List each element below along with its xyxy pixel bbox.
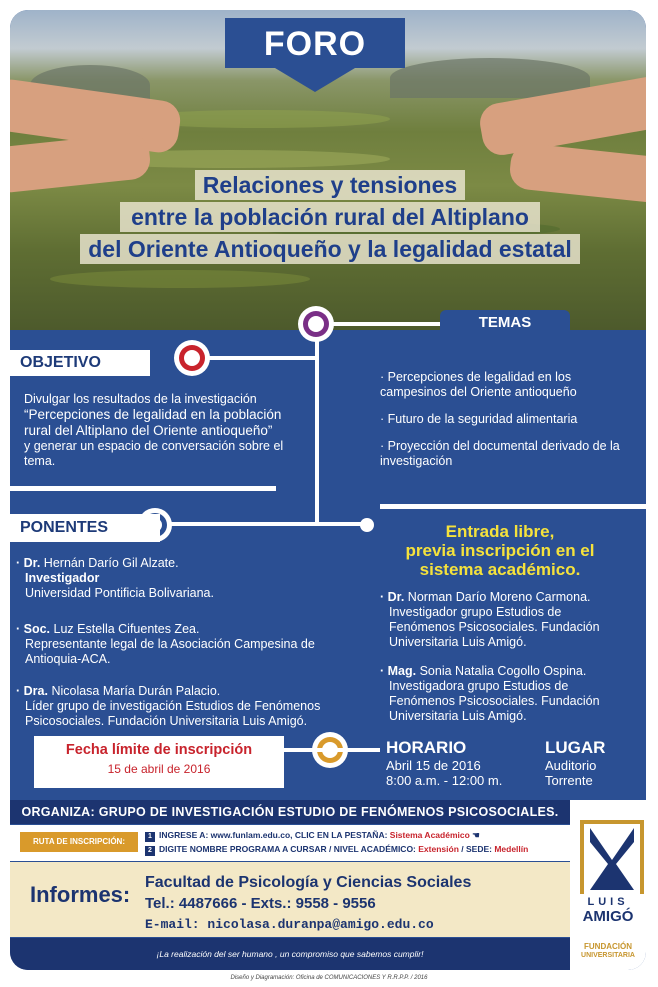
ponente-name: Sonia Natalia Cogollo Ospina. (419, 664, 587, 678)
ponente-4 (380, 590, 630, 650)
foro-heading: FORO (225, 18, 405, 68)
ponente-1 (16, 556, 346, 601)
ponente-name: Hernán Darío Gil Alzate. (43, 556, 179, 570)
objetivo-line1: Divulgar los resultados de la investigación (24, 392, 257, 406)
divider (380, 504, 646, 509)
ponente-title: · Dr. (16, 556, 41, 570)
step-text: INGRESE A: (159, 830, 211, 840)
fecha-limite-box (34, 736, 284, 788)
field-strip (50, 270, 310, 288)
luis-amigo-logo (570, 800, 646, 970)
informes-label: Informes: (30, 882, 131, 907)
sistema-academico-link[interactable]: Sistema Académico (389, 830, 470, 840)
logo-amigo: AMIGÓ (582, 908, 634, 925)
ponente-title: · Soc. (16, 622, 51, 636)
nivel-text: Extensión (418, 844, 459, 854)
email-link[interactable]: E-mail: nicolasa.duranpa@amigo.edu.co (145, 917, 434, 932)
organiza-bar: ORGANIZA: GRUPO DE INVESTIGACIÓN ESTUDIO DE FENÓMENOS PSICOSOCIALES. (10, 800, 570, 824)
red-circle-icon (174, 340, 210, 376)
ponente-name: Nicolasa María Durán Palacio. (51, 684, 221, 698)
divider (280, 748, 380, 752)
ponente-title: · Dr. (380, 590, 405, 604)
ponente-role: Representante legal de la Asociación Campesina de Antioquia-ACA. (25, 637, 315, 666)
tema-item-1: · Percepciones de legalidad en los campesinos del Oriente antioqueño (380, 370, 577, 399)
entrada-line-1: Entrada libre, (445, 522, 555, 541)
ponente-title: · Dra. (16, 684, 48, 698)
connector-line (160, 522, 370, 526)
step-number: 2 (145, 846, 155, 856)
ponente-org: Universidad Pontificia Bolivariana. (25, 586, 214, 600)
horario-date: Abril 15 de 2016 (386, 758, 481, 773)
ponente-name: Luz Estella Cifuentes Zea. (53, 622, 200, 636)
logo-x-icon (584, 824, 640, 894)
horario-block (386, 738, 536, 788)
tema-item-2: · Futuro de la seguridad alimentaria (380, 412, 578, 426)
lugar-heading: LUGAR (545, 738, 606, 757)
lugar-block (545, 738, 635, 788)
ponente-role: Investigador (25, 571, 100, 585)
title-line-3: del Oriente Antioqueño y la legalidad estatal (80, 234, 580, 264)
hand-pointer-icon: ☚ (472, 830, 480, 840)
connector-line (205, 356, 315, 360)
temas-list (380, 370, 620, 469)
lugar-line-2: Torrente (545, 773, 593, 788)
slogan-bar: ¡La realización del ser humano , un compromiso que sabemos cumplir! (10, 938, 570, 970)
horario-time: 8:00 a.m. - 12:00 m. (386, 773, 503, 788)
informes-box (10, 862, 570, 937)
entrada-libre-text (390, 522, 610, 579)
tema-item-3: · Proyección del documental derivado de la investigación (380, 439, 620, 468)
ponente-title: · Mag. (380, 664, 417, 678)
ponente-3 (16, 684, 346, 729)
design-credit: Diseño y Diagramación: Oficina de COMUNICACIONES Y R.R.P.P. / 2016 (230, 975, 428, 981)
main-title (70, 170, 590, 266)
small-dot-icon (360, 518, 374, 532)
foro-arrow-icon (275, 68, 355, 92)
fecha-date: 15 de abril de 2016 (107, 762, 211, 776)
telefono-text: Tel.: 4487666 - Exts.: 9558 - 9556 (145, 895, 376, 912)
poster (10, 10, 646, 970)
step-text: DIGITE NOMBRE PROGRAMA A CURSAR / NIVEL ACADÉMICO: (159, 844, 419, 854)
logo-luis: LUIS (587, 896, 629, 908)
ponente-role: Investigador grupo Estudios de Fenómenos Psicosociales. Fundación Universitaria Luis Amigó. (389, 605, 600, 649)
funlam-link[interactable]: www.funlam.edu.co (210, 830, 291, 840)
objetivo-heading: OBJETIVO (10, 350, 150, 376)
objetivo-text (24, 392, 294, 469)
facultad-text: Facultad de Psicología y Ciencias Sociales (145, 874, 472, 891)
step-text: , CLIC EN LA PESTAÑA: (290, 830, 390, 840)
entrada-line-3: sistema académico. (419, 560, 581, 579)
sede-text: Medellín (494, 844, 529, 854)
ruta-label: RUTA DE INSCRIPCIÓN: (20, 832, 138, 852)
purple-circle-icon (298, 306, 334, 342)
title-line-1: Relaciones y tensiones (195, 170, 465, 200)
horario-heading: HORARIO (386, 738, 467, 757)
objetivo-quote: “Percepciones de legalidad en la población rural del Altiplano del Oriente antioqueño” (24, 407, 282, 438)
entrada-line-2: previa inscripción en el (405, 541, 595, 560)
fecha-heading: Fecha límite de inscripción (65, 742, 253, 758)
step-number: 1 (145, 832, 155, 842)
title-line-2: entre la población rural del Altiplano (120, 202, 540, 232)
ponente-name: Norman Darío Moreno Carmona. (407, 590, 591, 604)
connector-line (315, 332, 319, 522)
ruta-inscripcion (10, 825, 570, 861)
ponente-5 (380, 664, 630, 724)
lugar-line-1: Auditorio (545, 758, 597, 773)
divider (10, 486, 276, 491)
logo-universitaria: UNIVERSITARIA (581, 952, 635, 959)
ponente-role: Líder grupo de investigación Estudios de Fenómenos Psicosociales. Fundación Universitaria Luis Amigó. (25, 699, 321, 728)
ruta-step-2 (145, 844, 528, 856)
ponentes-heading: PONENTES (10, 514, 160, 542)
logo-fundacion: FUNDACIÓN (584, 942, 632, 951)
ponente-2 (16, 622, 316, 667)
ruta-step-1 (145, 830, 480, 842)
ponente-role: Investigadora grupo Estudios de Fenómenos Psicosociales. Fundación Universitaria Luis Amigó. (389, 679, 600, 723)
logo-frame-icon (580, 820, 644, 894)
objetivo-line2: y generar un espacio de conversación sobre el tema. (24, 439, 284, 468)
temas-heading: TEMAS (440, 310, 570, 336)
step-text: / SEDE: (458, 844, 495, 854)
